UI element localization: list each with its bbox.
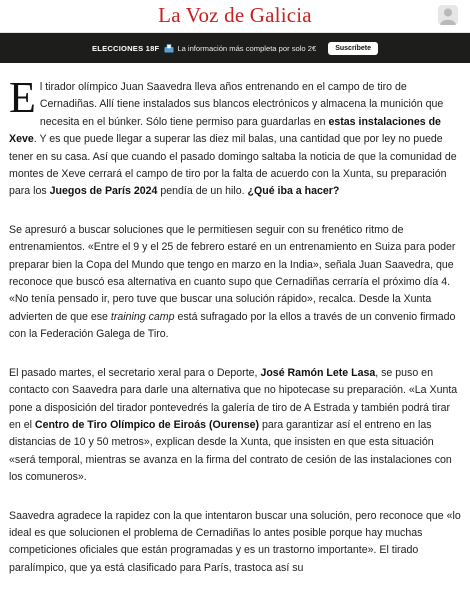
article-body <box>9 73 461 598</box>
subscribe-button[interactable]: Suscríbete <box>328 42 378 55</box>
text: está sufragado por la ellos a través de un convenio firmado con la Federación Galega de Tiro. <box>9 310 456 341</box>
drop-cap: E <box>9 73 36 122</box>
subscription-banner[interactable] <box>0 33 470 63</box>
site-header <box>0 0 470 33</box>
text: , se puso en contacto con Saavedra para darle una alternativa que no hipotecase su preparación. «La Xunta pone a disposición del tirador pontevedrés la galería de tiro de A Estrada y también podrá tirar en el <box>9 366 458 431</box>
text: Saavedra agradece la rapidez con la que intentaron buscar una solución, pero reconoce que «lo ideal es que solucionen el problema de Cernadiñas lo antes posible porque hay muchas competiciones oficiales que están programadas y es un trastorno importante». El tirado paralímpico, que ya está clasificado para París, trastoca así su <box>9 509 461 574</box>
text: El pasado martes, el secretario xeral para o Deporte, <box>9 366 261 379</box>
text: l tirador olímpico Juan Saavedra lleva años entrenando en el campo de tiro de Cernadiñas. Allí tiene instalados sus blancos electrónicos y almacena la munición que necesita en el búnker. Sólo tiene permiso para guardarlas en <box>39 81 444 128</box>
banner-title: ELECCIONES 18F <box>91 43 160 53</box>
bold-text: estas instalaciones de Xeve <box>9 115 441 146</box>
site-logo[interactable]: La Voz de Galicia <box>158 3 312 27</box>
text: Se apresuró a buscar soluciones que le permitiesen seguir con su frenético ritmo de entrenamientos. «Entre el 9 y el 25 de febrero estaré en un entrenamiento en Suiza para poder preparar bien la Copa del Mundo que tengo en marzo en la India», señala Juan Saavedra, que reconoce que buscó esa alternativa en cuanto supo que Cernadiñas cerraría el próximo día 4. «No tenía pensado ir, pero tuve que buscar una solución rápido», recalca. Desde la Xunta advierten de que ese <box>9 223 456 323</box>
bold-text: Centro de Tiro Olímpico de Eiroás (Ourense) <box>34 418 260 431</box>
text: para garantizar así el entreno en las distancias de 10 y 50 metros», explican desde la Xunta, que insisten en que esta situación «será temporal, mientras se avanza en la firma del contrato de cesión de las instalaciones con los comuneros». <box>9 418 452 484</box>
user-avatar-icon[interactable] <box>438 5 458 25</box>
paragraph-1 <box>9 73 461 201</box>
paragraph-4 <box>9 508 461 578</box>
italic-text: training camp <box>110 310 175 323</box>
text: . Y es que puede llegar a superar las diez mil balas, una cantidad que por ley no puede tener en su casa. Así que cuando el pasado domingo saltaba la noticia de que la comunidad de montes de Xeve cerrará el campo de tiro por la falta de acuerdo con la Xunta, su preparación para los <box>9 133 457 198</box>
bold-text: José Ramón Lete Lasa <box>260 366 376 379</box>
paragraph-3 <box>9 365 461 487</box>
bold-text: Juegos de París 2024 <box>49 185 158 198</box>
text: pendía de un hilo. <box>157 185 248 198</box>
banner-text: La información más completa por solo 2€ <box>177 43 317 53</box>
ballot-box-icon <box>164 44 174 53</box>
paragraph-2 <box>9 222 461 344</box>
bold-text: ¿Qué iba a hacer? <box>247 185 340 198</box>
